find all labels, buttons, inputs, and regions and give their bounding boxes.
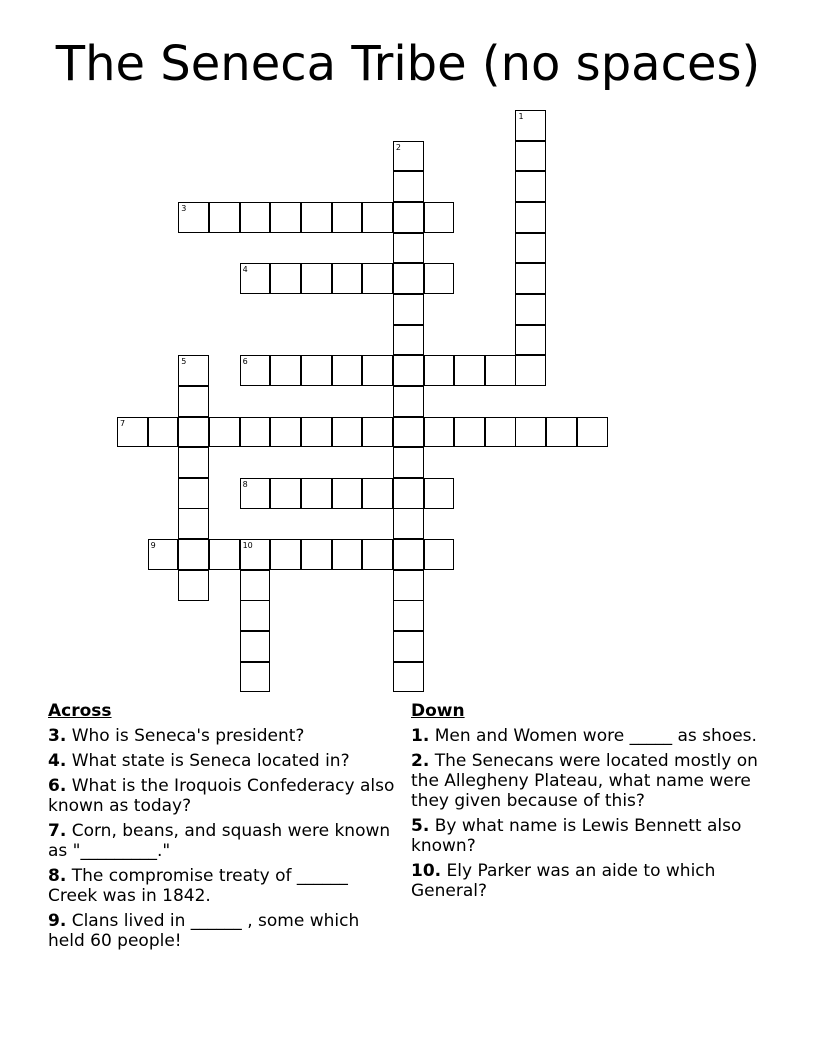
grid-cell[interactable] [240, 570, 271, 601]
grid-cell[interactable] [178, 202, 209, 233]
grid-cell[interactable] [454, 417, 485, 448]
grid-cell[interactable] [393, 631, 424, 662]
grid-cell[interactable] [332, 478, 363, 509]
grid-cell[interactable] [515, 263, 546, 294]
grid-cell[interactable] [362, 202, 393, 233]
grid-cell[interactable] [301, 202, 332, 233]
grid-cell[interactable] [270, 539, 301, 570]
grid-cell[interactable] [332, 539, 363, 570]
grid-cell[interactable] [393, 662, 424, 693]
clue-text: Ely Parker was an aide to which General? [411, 861, 716, 901]
grid-cell[interactable] [424, 539, 455, 570]
grid-cell[interactable] [178, 386, 209, 417]
grid-cell[interactable] [178, 508, 209, 539]
grid-cell[interactable] [362, 355, 393, 386]
grid-cell[interactable] [393, 233, 424, 264]
clue-down-2 [411, 751, 761, 811]
clue-text: The Senecans were located mostly on the Allegheny Plateau, what name were they given because of this? [411, 751, 758, 811]
grid-cell[interactable] [209, 202, 240, 233]
clue-text: Who is Seneca's president? [71, 726, 305, 746]
grid-cell[interactable] [332, 202, 363, 233]
grid-cell[interactable] [178, 570, 209, 601]
grid-cell[interactable] [362, 478, 393, 509]
grid-cell[interactable] [301, 263, 332, 294]
clue-number: 3. [48, 726, 67, 746]
grid-cell[interactable] [178, 539, 209, 570]
grid-cell[interactable] [209, 539, 240, 570]
clue-text: What is the Iroquois Confederacy also known as today? [48, 776, 395, 816]
across-heading: Across [48, 701, 112, 721]
cell-number: 7 [120, 418, 126, 428]
grid-cell[interactable] [270, 417, 301, 448]
cell-number: 4 [242, 265, 248, 275]
grid-cell[interactable] [424, 202, 455, 233]
grid-cell[interactable] [178, 447, 209, 478]
grid-cell[interactable] [240, 202, 271, 233]
cell-number: 6 [242, 357, 248, 367]
grid-cell[interactable] [485, 355, 516, 386]
grid-cell[interactable] [393, 386, 424, 417]
grid-cell[interactable] [515, 141, 546, 172]
clue-number: 9. [48, 911, 67, 931]
cell-number: 2 [395, 142, 401, 152]
grid-cell[interactable] [270, 355, 301, 386]
grid-cell[interactable] [515, 325, 546, 356]
grid-cell[interactable] [209, 417, 240, 448]
grid-cell[interactable] [240, 600, 271, 631]
grid-cell[interactable] [362, 263, 393, 294]
cell-number: 9 [150, 541, 156, 551]
grid-cell[interactable] [515, 233, 546, 264]
down-clues [411, 701, 761, 906]
grid-cell[interactable] [393, 570, 424, 601]
grid-cell[interactable] [393, 141, 424, 172]
clue-number: 6. [48, 776, 67, 796]
cell-number: 8 [242, 479, 248, 489]
grid-cell[interactable] [515, 355, 546, 386]
grid-cell[interactable] [393, 539, 424, 570]
grid-cell[interactable] [178, 417, 209, 448]
grid-cell[interactable] [332, 417, 363, 448]
grid-cell[interactable] [485, 417, 516, 448]
clue-across-8 [48, 866, 398, 906]
clue-down-10 [411, 861, 761, 901]
grid-cell[interactable] [270, 202, 301, 233]
grid-cell[interactable] [240, 631, 271, 662]
grid-cell[interactable] [393, 447, 424, 478]
grid-cell[interactable] [393, 417, 424, 448]
grid-cell[interactable] [546, 417, 577, 448]
grid-cell[interactable] [270, 478, 301, 509]
clue-number: 10. [411, 861, 442, 881]
grid-cell[interactable] [515, 417, 546, 448]
grid-cell[interactable] [424, 478, 455, 509]
grid-cell[interactable] [515, 202, 546, 233]
clue-number: 7. [48, 821, 67, 841]
grid-cell[interactable] [240, 417, 271, 448]
grid-cell[interactable] [393, 325, 424, 356]
cell-number: 5 [181, 357, 187, 367]
clue-down-5 [411, 816, 761, 856]
grid-cell[interactable] [577, 417, 608, 448]
grid-cell[interactable] [240, 478, 271, 509]
grid-cell[interactable] [393, 171, 424, 202]
clue-number: 2. [411, 751, 430, 771]
page-title: The Seneca Tribe (no spaces) [55, 36, 761, 92]
cell-number: 3 [181, 203, 187, 213]
grid-cell[interactable] [424, 417, 455, 448]
grid-cell[interactable] [240, 662, 271, 693]
grid-cell[interactable] [362, 417, 393, 448]
grid-cell[interactable] [393, 202, 424, 233]
clue-number: 4. [48, 751, 67, 771]
grid-cell[interactable] [178, 355, 209, 386]
grid-cell[interactable] [148, 417, 179, 448]
grid-cell[interactable] [515, 294, 546, 325]
grid-cell[interactable] [270, 263, 301, 294]
clue-number: 5. [411, 816, 430, 836]
grid-cell[interactable] [240, 263, 271, 294]
clue-across-4 [48, 751, 398, 771]
grid-cell[interactable] [393, 294, 424, 325]
clue-across-6 [48, 776, 398, 816]
grid-cell[interactable] [240, 539, 271, 570]
cell-number: 1 [518, 112, 524, 121]
grid-cell[interactable] [515, 110, 546, 141]
grid-cell[interactable] [393, 508, 424, 539]
grid-cell[interactable] [393, 355, 424, 386]
grid-cell[interactable] [424, 263, 455, 294]
clue-text: By what name is Lewis Bennett also known? [411, 816, 742, 856]
clue-across-9 [48, 911, 398, 951]
grid-cell[interactable] [393, 478, 424, 509]
grid-cell[interactable] [515, 171, 546, 202]
grid-cell[interactable] [301, 417, 332, 448]
grid-cell[interactable] [332, 355, 363, 386]
across-clues [48, 701, 398, 956]
grid-cell[interactable] [393, 600, 424, 631]
grid-cell[interactable] [332, 263, 363, 294]
clue-text: Men and Women wore _____ as shoes. [434, 726, 757, 746]
grid-cell[interactable] [178, 478, 209, 509]
grid-cell[interactable] [454, 355, 485, 386]
grid-cell[interactable] [117, 417, 148, 448]
grid-cell[interactable] [424, 355, 455, 386]
clue-text: Clans lived in ______ , some which held 60 people! [48, 911, 360, 951]
clue-number: 1. [411, 726, 430, 746]
clue-across-7 [48, 821, 398, 861]
clue-across-3 [48, 726, 398, 746]
clue-text: The compromise treaty of ______ Creek was in 1842. [48, 866, 348, 906]
clue-down-1 [411, 726, 761, 746]
down-heading: Down [411, 701, 465, 721]
cell-number: 10 [242, 541, 253, 551]
clue-number: 8. [48, 866, 67, 886]
grid-cell[interactable] [148, 539, 179, 570]
grid-cell[interactable] [393, 263, 424, 294]
grid-cell[interactable] [301, 355, 332, 386]
grid-cell[interactable] [362, 539, 393, 570]
grid-cell[interactable] [240, 355, 271, 386]
clue-text: Corn, beans, and squash were known as "_________." [48, 821, 391, 861]
grid-cell[interactable] [301, 539, 332, 570]
clue-text: What state is Seneca located in? [71, 751, 350, 771]
grid-cell[interactable] [301, 478, 332, 509]
